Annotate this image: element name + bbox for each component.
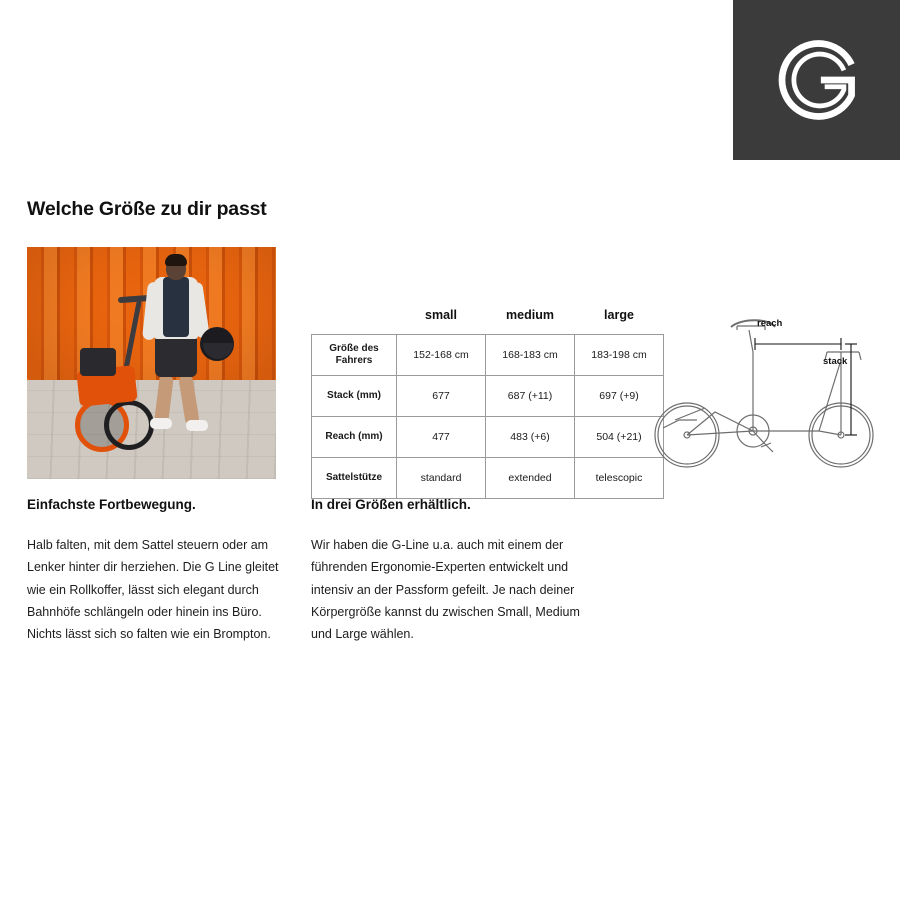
photo-person-shoe-left [150,418,172,429]
table-header-large: large [604,308,634,322]
cell-rider-height-medium: 168-183 cm [486,335,575,376]
cell-stack-medium: 687 (+11) [486,376,575,417]
row-label-rider-height: Größe des Fahrers [312,335,397,376]
cell-rider-height-small: 152-168 cm [397,335,486,376]
column-left-body: Halb falten, mit dem Sattel steuern oder am Lenker hinter dir herziehen. Die G Line gleitet wie ein Rollkoffer, lässt sich elegant durch Bahnhöfe schlängeln oder hinein ins Büro. Nichts lässt sich so falten wie ein Brompton. [27,538,279,641]
bike-geometry-diagram [645,300,895,490]
table-row [312,376,664,417]
cell-seatpost-small: standard [397,458,486,499]
column-left [27,497,285,645]
diagram-label-stack: stack [823,356,848,367]
brand-logo-badge [733,0,900,160]
table-row [312,417,664,458]
photo-person-shorts [155,335,197,377]
table-row [312,335,664,376]
column-right-body: Wir haben die G-Line u.a. auch mit einem der führenden Ergonomie-Experten entwickelt und intensiv an der Passform gefeilt. Je nach deiner Körpergröße kannst du zwischen Small, Medium und Large wählen. [311,538,580,641]
cell-rider-height-large: 183-198 cm [575,335,664,376]
cell-seatpost-large: telescopic [575,458,664,499]
table-row [312,458,664,499]
photo-person-vest [163,277,189,337]
cell-reach-medium: 483 (+6) [486,417,575,458]
cell-reach-small: 477 [397,417,486,458]
cell-stack-large: 697 (+9) [575,376,664,417]
photo-person-shoe-right [186,420,208,431]
cell-stack-small: 677 [397,376,486,417]
row-label-reach: Reach (mm) [312,417,397,458]
cell-reach-large: 504 (+21) [575,417,664,458]
photo-bike-bag [80,348,116,376]
photo-helmet [200,327,234,361]
column-right [311,497,587,645]
page-title: Welche Größe zu dir passt [27,198,267,220]
g-letter-icon [769,32,865,128]
photo-bike-wheel-rear [104,400,154,450]
table-header-row [312,300,664,335]
size-table-wrapper [311,300,664,499]
photo-person-hair [165,254,187,266]
diagram-label-reach: reach [757,318,783,329]
cell-seatpost-medium: extended [486,458,575,499]
table-header-empty [312,300,397,335]
column-right-heading: In drei Größen erhältlich. [311,497,471,512]
row-label-seatpost: Sattelstütze [312,458,397,499]
size-table [311,300,664,499]
table-header-medium: medium [506,308,554,322]
column-left-heading: Einfachste Fortbewegung. [27,497,196,512]
row-label-stack: Stack (mm) [312,376,397,417]
table-header-small: small [425,308,457,322]
